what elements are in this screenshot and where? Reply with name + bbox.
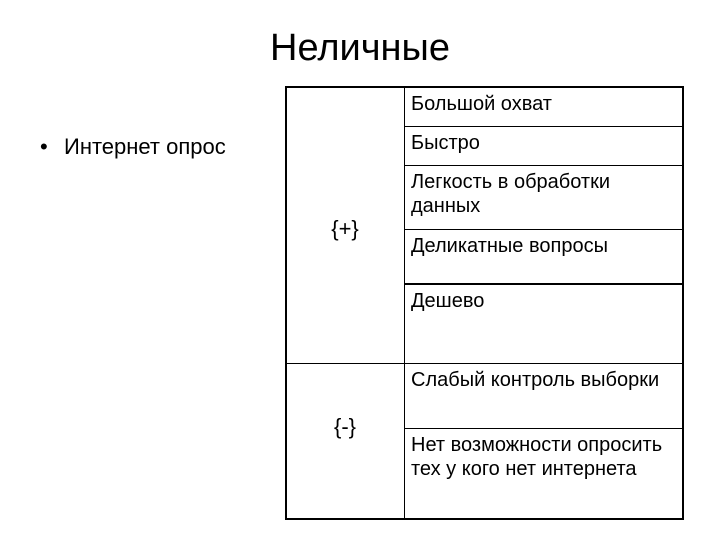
table-bottom-border bbox=[285, 518, 684, 520]
pros-cons-table bbox=[285, 86, 684, 520]
cons-item: Слабый контроль выборки bbox=[405, 364, 684, 429]
pros-label: {+} bbox=[331, 216, 359, 241]
cons-label: {-} bbox=[333, 414, 357, 439]
slide-title: Неличные bbox=[270, 27, 450, 69]
bullet-dot: • bbox=[40, 134, 48, 159]
bullet-text: Интернет опрос bbox=[64, 134, 226, 159]
pros-item: Деликатные вопросы bbox=[405, 230, 684, 284]
table-left-border bbox=[285, 86, 287, 520]
pros-item: Большой охват bbox=[405, 88, 684, 127]
pros-item: Дешево bbox=[405, 284, 684, 363]
pros-item: Легкость в обработки данных bbox=[405, 166, 684, 230]
bullet-item bbox=[40, 132, 226, 162]
pros-item: Быстро bbox=[405, 127, 684, 166]
cons-item: Нет возможности опросить тех у кого нет интернета bbox=[411, 434, 663, 480]
